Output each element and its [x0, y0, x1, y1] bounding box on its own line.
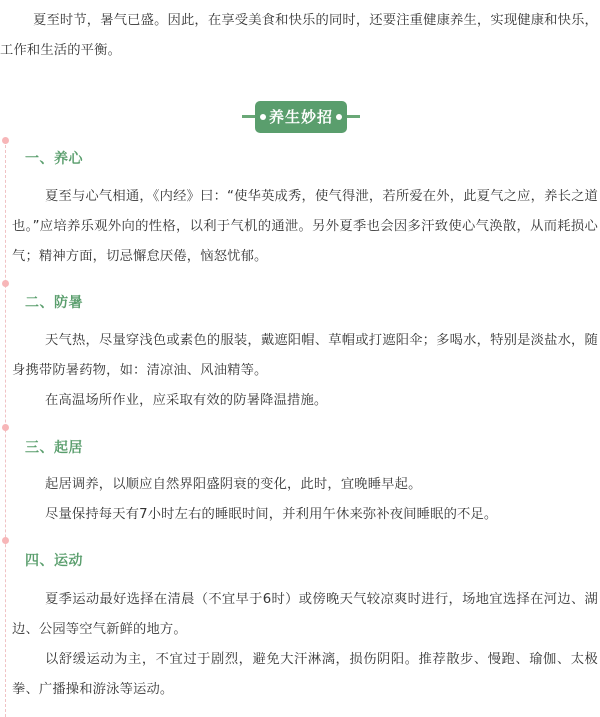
- section-paragraph: 起居调养，以顺应自然界阳盛阴衰的变化，此时，宜晚睡早起。: [45, 477, 422, 492]
- section-heading-heart: 一、养心: [25, 151, 83, 167]
- section-paragraph: 夏至与心气相通，《内经》曰：“使华英成秀，使气得泄，若所爱在外，此夏气之应，养长之道也。”应培养乐观外向的性格，以利于气机的通泄。另外夏季也会因多汗致使心气涣散，从而耗损心气；精神方面，切忌懈怠厌倦，恼怒忧郁。: [12, 189, 598, 264]
- intro-paragraph: 夏至时节，暑气已盛。因此，在享受美食和快乐的同时，还要注重健康养生，实现健康和快乐，工作和生活的平衡。: [0, 13, 598, 58]
- section-paragraph: 以舒缓运动为主，不宜过于剧烈，避免大汗淋漓，损伤阴阳。推荐散步、慢跑、瑜伽、太极拳、广播操和游泳等运动。: [12, 652, 598, 697]
- timeline-dot: [2, 137, 9, 144]
- section-paragraph: 夏季运动最好选择在清晨（不宜早于6时）或傍晚天气较凉爽时进行，场地宜选择在河边、湖边、公园等空气新鲜的地方。: [12, 592, 598, 637]
- section-heading-exercise: 四、运动: [25, 553, 83, 569]
- badge-label: 养生妙招: [255, 101, 347, 133]
- timeline-dot: [2, 280, 9, 287]
- timeline-dot: [2, 424, 9, 431]
- section-paragraph: 尽量保持每天有7小时左右的睡眠时间，并利用午休来弥补夜间睡眠的不足。: [45, 507, 498, 522]
- section-paragraph: 天气热，尽量穿浅色或素色的服装，戴遮阳帽、草帽或打遮阳伞；多喝水，特别是淡盐水，随身携带防暑药物，如：清凉油、风油精等。: [12, 333, 598, 378]
- section-badge: [245, 99, 357, 135]
- section-heading-heat: 二、防暑: [25, 295, 83, 311]
- timeline-dot: [2, 537, 9, 544]
- section-heading-routine: 三、起居: [25, 440, 83, 456]
- section-paragraph: 在高温场所作业，应采取有效的防暑降温措施。: [45, 393, 328, 408]
